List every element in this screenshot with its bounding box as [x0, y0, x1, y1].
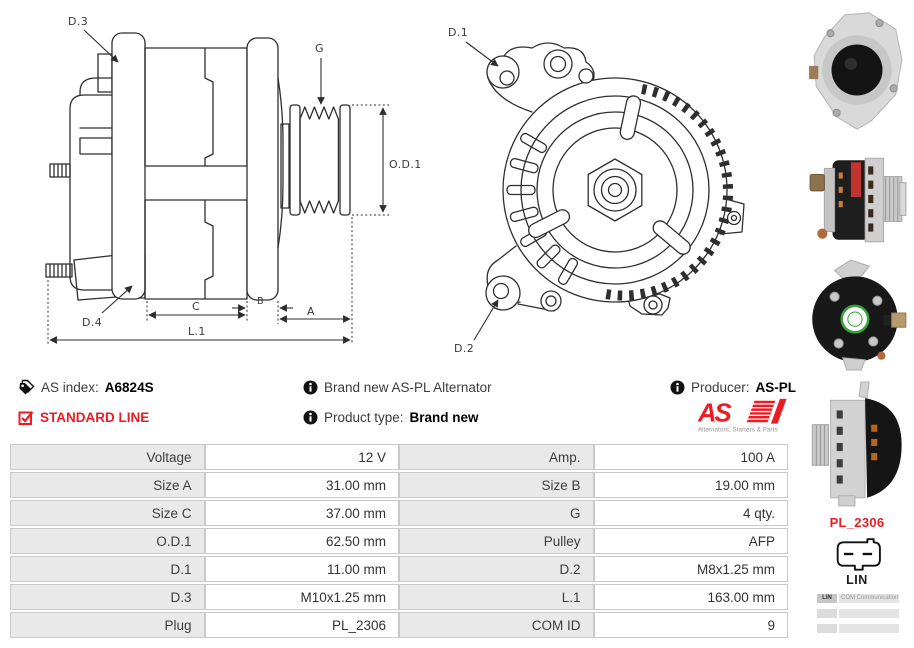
com-communication-table: [817, 594, 899, 639]
info-icon: [303, 380, 318, 395]
spec-label: Size C: [10, 500, 205, 526]
spec-label: Voltage: [10, 444, 205, 470]
spec-label: COM ID: [399, 612, 594, 638]
pulley: [290, 105, 350, 215]
producer-value: AS-PL: [755, 379, 797, 395]
product-type-row: [303, 407, 479, 427]
checkbox-checked-icon: [18, 410, 34, 425]
spec-label: Pulley: [399, 528, 594, 554]
product-photo-side-right-pulley[interactable]: [806, 146, 908, 252]
as-index-label: AS index:: [41, 379, 99, 395]
table-row: [10, 528, 788, 554]
threaded-stud-top: [50, 164, 70, 177]
spec-value: 163.00 mm: [594, 584, 789, 610]
com-badge: LIN: [817, 594, 837, 603]
spec-label: Size A: [10, 472, 205, 498]
as-pl-logo: [697, 396, 792, 436]
spec-value: 37.00 mm: [205, 500, 400, 526]
com-text: COM Communication: [841, 595, 899, 601]
table-row: [10, 500, 788, 526]
dim-label-b: B: [257, 296, 264, 307]
table-row: [10, 472, 788, 498]
as-index-row: [18, 377, 154, 397]
spec-value: 100 A: [594, 444, 789, 470]
threaded-stud-bottom: [46, 264, 72, 277]
product-photo-front[interactable]: [806, 4, 908, 138]
spec-label: G: [399, 500, 594, 526]
plug-code: PL_2306: [829, 515, 885, 530]
info-icon: [303, 410, 318, 425]
product-type-value: Brand new: [409, 409, 479, 425]
com-row: [817, 594, 899, 603]
standard-line-row: [18, 407, 149, 427]
logo-tagline: Alternators, Starters & Parts: [697, 427, 778, 434]
product-photo-rear[interactable]: [806, 256, 908, 372]
standard-line-label: STANDARD LINE: [40, 409, 150, 425]
table-row: [10, 584, 788, 610]
spec-label: L.1: [399, 584, 594, 610]
side-view-diagram: [18, 8, 430, 354]
spec-label: D.3: [10, 584, 205, 610]
dim-label-od1: O.D.1: [389, 158, 422, 171]
dim-label-d4: D.4: [82, 316, 103, 329]
spec-value: M8x1.25 mm: [594, 556, 789, 582]
dim-label-l1: L.1: [188, 325, 206, 338]
spec-value: 4 qty.: [594, 500, 789, 526]
brand-new-row: [303, 377, 492, 397]
spec-label: O.D.1: [10, 528, 205, 554]
front-view-diagram: [432, 8, 762, 358]
table-row: [10, 612, 788, 638]
as-index-value: A6824S: [104, 379, 154, 395]
spec-label: Amp.: [399, 444, 594, 470]
spec-value: 12 V: [205, 444, 400, 470]
table-row: [10, 444, 788, 470]
table-row: [10, 556, 788, 582]
spec-label: D.1: [10, 556, 205, 582]
spec-value: 62.50 mm: [205, 528, 400, 554]
dim-label-a: A: [307, 305, 315, 318]
producer-label: Producer:: [691, 379, 750, 395]
spec-value: PL_2306: [205, 612, 400, 638]
dim-label-d3: D.3: [68, 15, 89, 28]
spec-table: [10, 442, 788, 640]
lin-plug-icon: [830, 536, 886, 572]
plug-type-label: LIN: [846, 573, 868, 587]
product-type-label: Product type:: [324, 409, 404, 425]
logo-wordmark: AS: [697, 399, 730, 428]
spec-value: AFP: [594, 528, 789, 554]
spec-label: Plug: [10, 612, 205, 638]
dim-label-d2: D.2: [454, 342, 475, 355]
spec-value: 11.00 mm: [205, 556, 400, 582]
dim-label-c: C: [192, 300, 201, 313]
spec-label: Size B: [399, 472, 594, 498]
producer-row: [670, 377, 796, 397]
spec-value: 31.00 mm: [205, 472, 400, 498]
brand-new-text: Brand new AS-PL Alternator: [324, 379, 492, 395]
com-row: [817, 624, 899, 633]
com-row: [817, 609, 899, 618]
dim-label-d1: D.1: [448, 26, 469, 39]
spec-value: 9: [594, 612, 789, 638]
dim-label-g: G: [315, 42, 324, 55]
spec-label: D.2: [399, 556, 594, 582]
spec-value: 19.00 mm: [594, 472, 789, 498]
info-icon: [670, 380, 685, 395]
product-photo-side-left-pulley[interactable]: [808, 380, 910, 512]
tag-icon: [18, 379, 35, 395]
spec-value: M10x1.25 mm: [205, 584, 400, 610]
